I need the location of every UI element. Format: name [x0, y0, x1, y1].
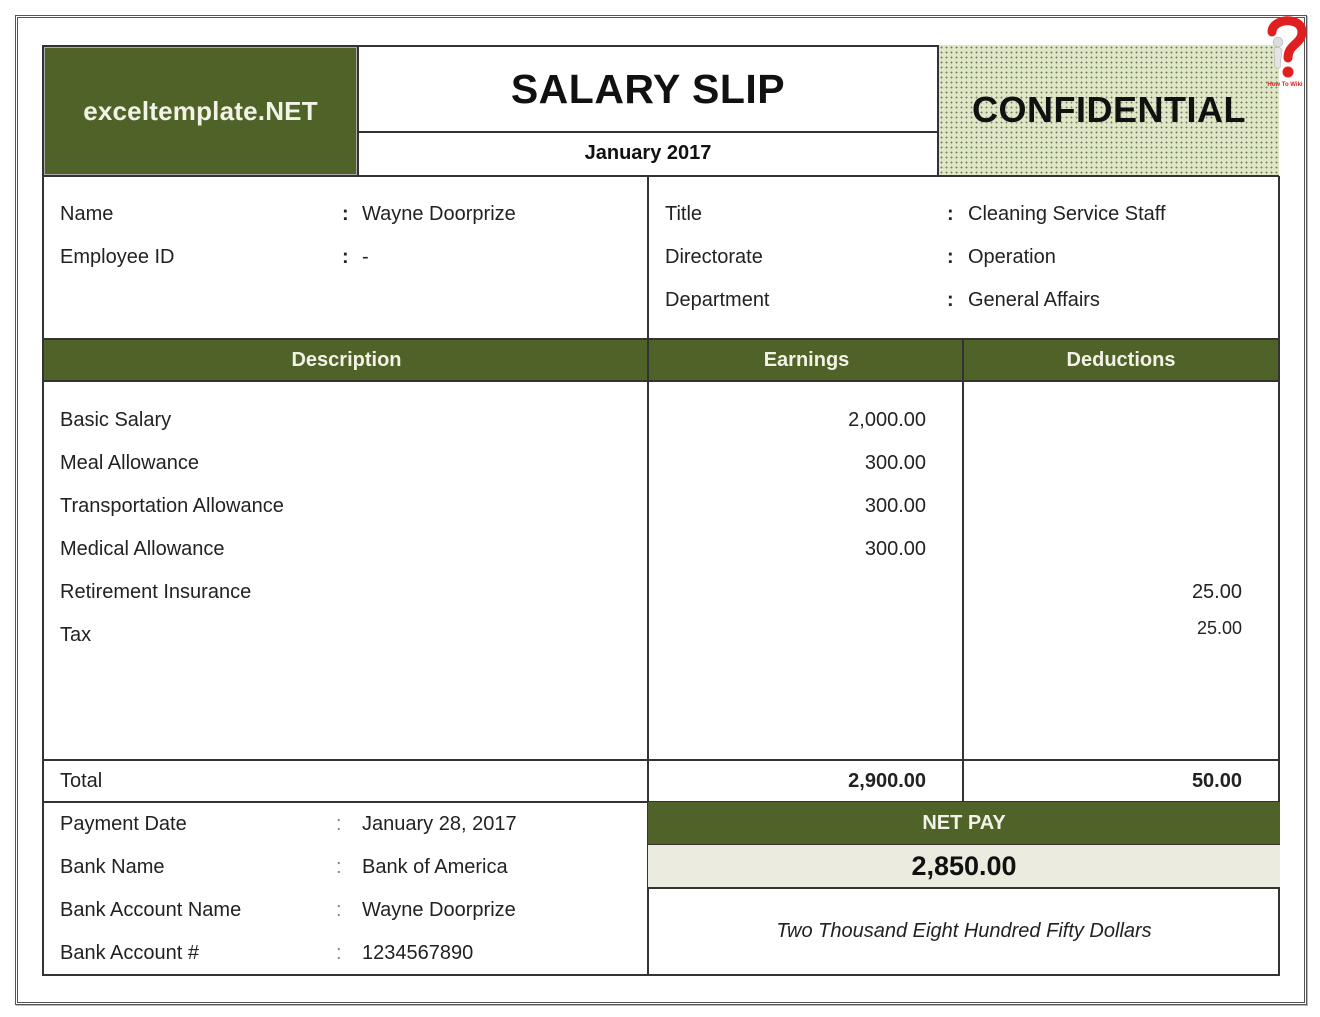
- net-pay-amount: [648, 845, 1280, 889]
- info-value: General Affairs: [968, 289, 1100, 311]
- item-description: Medical Allowance: [60, 538, 225, 560]
- total-earnings: 2,900.00: [848, 770, 926, 792]
- payment-value: Bank of America: [362, 856, 508, 878]
- column-header-label: Deductions: [1066, 348, 1176, 371]
- payment-label: Bank Account Name: [60, 899, 242, 921]
- payment-colon: :: [336, 856, 342, 878]
- info-label: Department: [665, 289, 770, 311]
- total-label: Total: [60, 770, 103, 792]
- payment-label: Payment Date: [60, 813, 187, 835]
- payment-value: January 28, 2017: [362, 813, 517, 835]
- how-to-wiki-watermark: [1262, 12, 1308, 90]
- payment-value: Wayne Doorprize: [362, 899, 516, 921]
- company-logo: [42, 45, 359, 177]
- net-pay-words-text: Two Thousand Eight Hundred Fifty Dollars: [776, 920, 1152, 942]
- item-description: Basic Salary: [60, 409, 172, 431]
- watermark-text: How To Wiki: [1267, 82, 1303, 88]
- info-value: Operation: [968, 246, 1056, 268]
- item-description: Retirement Insurance: [60, 581, 252, 603]
- total-deductions: 50.00: [1191, 770, 1242, 792]
- confidential-stamp: [937, 45, 1279, 177]
- divider-v-1: [647, 176, 649, 802]
- payment-label: Bank Account #: [60, 942, 199, 964]
- divider-v-2: [962, 338, 964, 802]
- column-header-description: [42, 338, 649, 382]
- pay-period: [358, 132, 938, 177]
- item-deductions: 25.00: [1196, 618, 1242, 638]
- item-deductions: 25.00: [1191, 581, 1242, 603]
- payment-colon: :: [336, 899, 342, 921]
- net-pay-value: 2,850.00: [911, 850, 1017, 881]
- info-colon: :: [342, 246, 349, 268]
- info-colon: :: [947, 246, 954, 268]
- info-colon: :: [947, 203, 954, 225]
- item-deductions: [1000, 493, 1242, 519]
- item-description: Meal Allowance: [60, 452, 199, 474]
- item-description: Tax: [60, 624, 92, 646]
- item-description: Transportation Allowance: [60, 495, 284, 517]
- divider-h-total-top: [42, 759, 1280, 761]
- info-value: -: [362, 246, 369, 268]
- info-label: Name: [60, 203, 114, 225]
- net-pay-header: [648, 802, 1280, 846]
- item-earnings: [700, 579, 926, 605]
- column-header-earnings: [647, 338, 964, 382]
- payment-label: Bank Name: [60, 856, 165, 878]
- net-pay-in-words: [648, 888, 1280, 975]
- column-header-label: Description: [291, 348, 402, 371]
- info-label: Directorate: [665, 246, 763, 268]
- logo-text: exceltemplate.NET: [83, 95, 318, 126]
- info-value: Wayne Doorprize: [362, 203, 516, 225]
- item-earnings: 300.00: [864, 538, 926, 560]
- column-header-deductions: [962, 338, 1280, 382]
- confidential-text: CONFIDENTIAL: [972, 89, 1246, 130]
- info-label: Title: [665, 203, 703, 225]
- item-deductions: [1000, 450, 1242, 476]
- column-header-label: Earnings: [763, 348, 850, 371]
- info-colon: :: [947, 289, 954, 311]
- page-title: SALARY SLIP: [510, 65, 786, 112]
- pay-period-text: January 2017: [584, 142, 712, 164]
- item-earnings: 2,000.00: [848, 409, 926, 431]
- item-earnings: 300.00: [864, 452, 926, 474]
- info-value: Cleaning Service Staff: [968, 203, 1166, 225]
- payment-colon: :: [336, 942, 342, 964]
- info-label: Employee ID: [60, 246, 175, 268]
- net-pay-label: NET PAY: [922, 811, 1006, 834]
- slip-title: [358, 45, 938, 133]
- item-deductions: [1000, 536, 1242, 562]
- question-mark-figure-icon: [1262, 12, 1308, 90]
- payment-colon: :: [336, 813, 342, 835]
- payment-value: 1234567890: [362, 942, 474, 964]
- item-earnings: [700, 622, 926, 648]
- info-colon: :: [342, 203, 349, 225]
- item-deductions: [1000, 407, 1242, 433]
- item-earnings: 300.00: [864, 495, 926, 517]
